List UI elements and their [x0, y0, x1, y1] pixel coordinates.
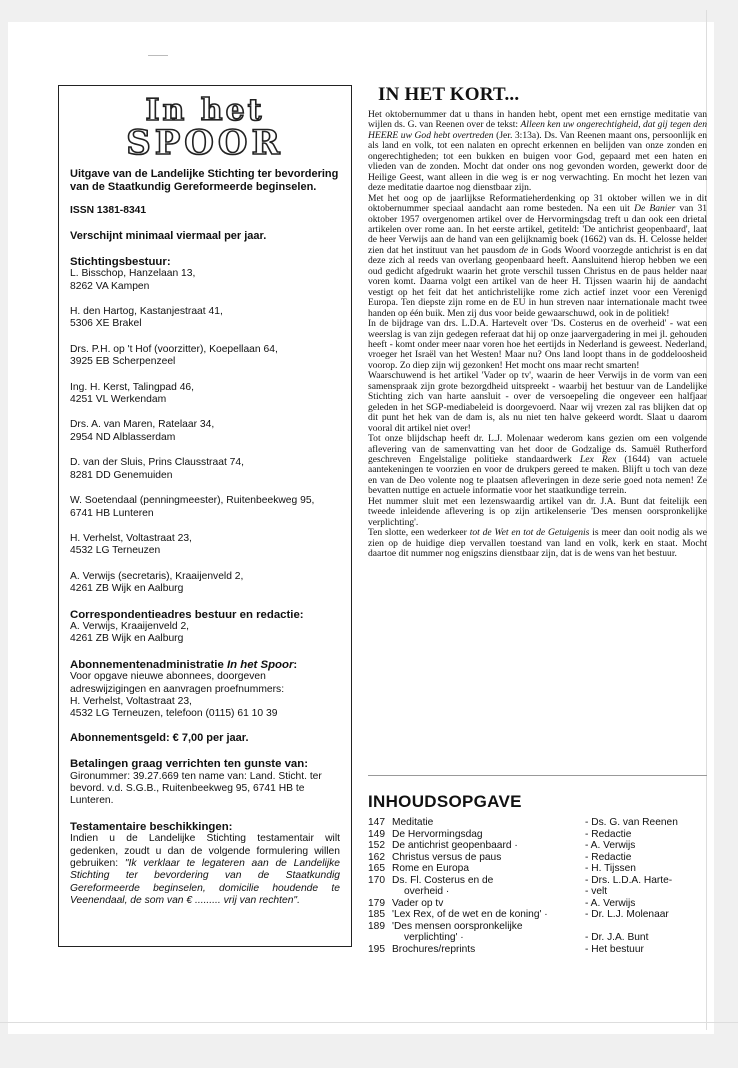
- subscription-heading: Abonnementenadministratie In het Spoor:: [70, 658, 298, 671]
- toc-row[interactable]: [368, 875, 708, 887]
- toc-author: - H. Tijssen: [585, 863, 705, 875]
- toc-row[interactable]: [368, 863, 708, 875]
- board-member-address: 3925 EB Scherpenzeel: [70, 356, 176, 368]
- frequency: Verschijnt minimaal viermaal per jaar.: [70, 230, 267, 243]
- toc-row[interactable]: [368, 898, 708, 910]
- board-member-name: H. Verhelst, Voltastraat 23,: [70, 532, 192, 544]
- toc-title: INHOUDSOPGAVE: [368, 792, 522, 811]
- board-list: [70, 268, 340, 595]
- toc-article-title: Brochures/reprints: [392, 943, 476, 955]
- toc-author: [585, 921, 705, 933]
- toc-row[interactable]: [368, 852, 708, 864]
- toc-row[interactable]: [368, 817, 708, 829]
- kort-paragraph: Tot onze blijdschap heeft dr. L.J. Molenaar wederom kans gezien om een volgende aflevering van de samenvatting van het door de Godzalige ds. Samuël Rutherford geschreven Engelstalige politieke standaardwerk Lex Rex (1644) van actuele aantekeningen te voorzien en voor de drukpers gereed te maken. Blijft u toch van deze en van de Deo volente nog te plaatsen afleveringen in deze serie goed nota nemen! Ze bevatten nuttige en actuele informatie voor het staatkundige terrein.: [368, 433, 707, 497]
- correspondence-heading: Correspondentieadres bestuur en redactie:: [70, 608, 304, 621]
- logo-line-2: SPOOR: [126, 123, 284, 158]
- correspondence-line: 4261 ZB Wijk en Aalburg: [70, 633, 184, 645]
- board-member-name: H. den Hartog, Kastanjestraat 41,: [70, 306, 223, 318]
- toc-row[interactable]: [368, 909, 708, 921]
- toc-page-number: 162: [368, 851, 385, 863]
- subscription-line: H. Verhelst, Voltastraat 23,: [70, 695, 192, 707]
- toc-article-title: Ds. Fl. Costerus en de: [392, 874, 494, 886]
- table-of-contents: [368, 817, 708, 955]
- subscription-line: 4532 LG Terneuzen, telefoon (0115) 61 10 39: [70, 708, 278, 720]
- board-heading: Stichtingsbestuur:: [70, 255, 171, 268]
- toc-author: - Dr. J.A. Bunt: [585, 932, 705, 944]
- top-mark: [148, 55, 168, 56]
- toc-page-number: 149: [368, 828, 385, 840]
- board-member-address: 4261 ZB Wijk en Aalburg: [70, 583, 184, 595]
- toc-article-title: 'Des mensen oorspronkelijke: [392, 920, 523, 932]
- kort-article: [368, 110, 707, 559]
- payment-text: Gironummer: 39.27.669 ten name van: Land. Sticht. ter bevord. v.d. S.G.B., Ruitenbeekweg 95, 6741 HB te Lunteren.: [70, 770, 322, 807]
- toc-article-title: Rome en Europa: [392, 863, 470, 874]
- issn: ISSN 1381-8341: [70, 205, 147, 216]
- board-member-name: A. Verwijs (secretaris), Kraaijenveld 2,: [70, 570, 244, 582]
- toc-author: - Redactie: [585, 829, 705, 841]
- correspondence: [70, 609, 340, 646]
- kort-paragraph: Ten slotte, een wederkeer tot de Wet en tot de Getuigenis is meer dan ooit nodig als we zien op de huidige diep vervallen toestand van land en volk, kerk en staat. Mocht daartoe dit nummer nog enigszins dienstbaar zijn, dat is de wens van het bestuur.: [368, 527, 708, 560]
- board-member: [70, 306, 340, 331]
- toc-article-title: 'Lex Rex, of de wet en de koning' ·: [392, 909, 548, 920]
- kort-title: IN HET KORT...: [378, 84, 520, 105]
- board-member: [70, 457, 340, 482]
- subscription-fee: Abonnementsgeld: € 7,00 per jaar.: [70, 731, 249, 744]
- kort-paragraph: Waarschuwend is het artikel 'Vader op tv', waarin de heer Verwijs in de vorm van een samenspraak zijn grote bezorgdheid uitspreekt - waarbij het bestuur van de Landelijke Stichting zich van harte aansluit - over de versoepeling die ongeveer een halfjaar geleden in het SGP-mediabeleid is doorgevoerd. Naar wij vrezen zal ras blijken dat op dit punt het hek van de dam is, als nu niet ten halve gekeerd wordt. Slaat u daarom vooral dit artikel niet over!: [368, 370, 707, 434]
- payment-heading: Betalingen graag verrichten ten gunste van:: [70, 758, 308, 771]
- board-member-address: 2954 ND Alblasserdam: [70, 431, 176, 443]
- toc-author: - A. Verwijs: [585, 898, 705, 910]
- toc-author: - velt: [585, 886, 705, 898]
- board-member-address: 4532 LG Terneuzen: [70, 545, 161, 557]
- board-member: [70, 495, 340, 520]
- board-member-address: 5306 XE Brakel: [70, 318, 142, 330]
- kort-paragraph: Met het oog op de jaarlijkse Reformatieherdenking op 31 oktober willen we in dit oktobernummer speciaal aandacht aan rome besteden. Na een uit De Banier van 31 oktober 1957 overgenomen artikel over de Hervormingsdag treft u dan ook een drietal artikelen over rome aan. In het eerste artikel, getiteld: 'De antichrist geopenbaard', laat de heer Verwijs aan de hand van een gelijknamig boek (1662) van ds. H. Celosse helder zien dat het instituut van het pausdom de in Gods Woord voorzegde antichrist is en dat deze zich al reeds van overlang geopenbaard heeft. Aansluitend hierop hebben we een oud gedicht afgedrukt waarin het grote verschil tussen Christus en de paus helder naar voren komt. Daarna volgt een artikel van de heer H. Tijssen waarin hij de aandacht vestigt op het feit dat het antichristelijke rome zich actief inzet voor een Verenigd Europa. Ten diepste zijn rome en de EU in hun streven naar internationale macht twee handen op één buik. Men zij dus voor beide gewaarschuwd, ook in de politiek!: [368, 192, 708, 319]
- board-member-name: Drs. A. van Maren, Ratelaar 34,: [70, 419, 215, 431]
- toc-article-title: verplichting' ·: [404, 932, 464, 943]
- toc-author: - Het bestuur: [585, 944, 705, 956]
- kort-paragraph: Het nummer sluit met een lezenswaardig artikel van dr. J.A. Bunt dat feitelijk een tweede inleidende aflevering is op zijn artikelenserie 'Des mensen oorspronkelijke verplichting'.: [368, 495, 707, 528]
- toc-row[interactable]: [368, 886, 708, 898]
- toc-page-number: 185: [368, 909, 385, 920]
- subscription-text: Voor opgave nieuwe abonnees, doorgeven adreswijzigingen en aanvragen proefnummers:: [70, 671, 285, 695]
- toc-page-number: 195: [368, 943, 385, 955]
- subscription: [70, 659, 340, 721]
- board-member-name: W. Soetendaal (penningmeester), Ruitenbeekweg 95,: [70, 495, 315, 507]
- testament-quote: "Ik verklaar te legateren aan de Landelijke Stichting ter bevordering van de Staatkundig Gereformeerde beginselen, domicilie houdende te Veenendaal, de som van € ......... vrij van rechten".: [70, 858, 340, 907]
- board-member-address: 8262 VA Kampen: [70, 280, 150, 292]
- board-member: [70, 419, 340, 444]
- board-section: [70, 256, 340, 596]
- board-member-name: D. van der Sluis, Prins Clausstraat 74,: [70, 457, 244, 469]
- testament-heading: Testamentaire beschikkingen:: [70, 820, 233, 833]
- toc-page-number: 147: [368, 817, 385, 828]
- page-bottom-edge: [0, 1022, 738, 1023]
- toc-page-number: 165: [368, 863, 385, 874]
- logo-line-1: In het: [145, 93, 265, 128]
- toc-author: - Dr. L.J. Molenaar: [585, 909, 705, 921]
- magazine-title: In het Spoor: [226, 658, 294, 671]
- toc-article-title: Meditatie: [392, 817, 434, 828]
- toc-article-title: De Hervormingsdag: [392, 828, 483, 840]
- toc-row[interactable]: [368, 921, 708, 933]
- board-member: [70, 382, 340, 407]
- toc-page-number: 170: [368, 874, 385, 886]
- kort-paragraph: Het oktobernummer dat u thans in handen hebt, opent met een ernstige meditatie van wijlen ds. G. van Reenen over de tekst: Alleen ken uw ongerechtigheid, dat gij tegen den HEERE uw God hebt overtreden (Jer. 3:13a). Ds. Van Reenen maant ons, persoonlijk en als land en volk, tot een nalaten en oprecht erkennen en belijden van onze zonden en ongerechtigheden; tot een bukken en buigen voor God, gepaard met een haten en vlieden van de zonden. Mocht dat onder ons nog gevonden worden, gewerkt door de Heilige Geest, want alleen in die weg is er nog verwachting. En mocht het lezen van deze meditatie daartoe nog dienstbaar zijn.: [368, 109, 707, 194]
- payment: [70, 758, 340, 808]
- in-het-spoor-logo: [100, 92, 310, 158]
- board-member: [70, 344, 340, 369]
- toc-page-number: [368, 932, 392, 944]
- board-member: [70, 533, 340, 558]
- board-member: [70, 268, 340, 293]
- board-member-name: Drs. P.H. op 't Hof (voorzitter), Koepellaan 64,: [70, 343, 278, 355]
- testament-text: Indien u de Landelijke Stichting testamentair wilt gedenken, zoudt u dan de volgende formulering willen gebruiken:: [70, 833, 340, 870]
- toc-author: - Ds. G. van Reenen: [585, 817, 705, 829]
- toc-page-number: 179: [368, 897, 385, 909]
- board-member-name: Ing. H. Kerst, Talingpad 46,: [70, 381, 195, 393]
- toc-author: - Drs. L.D.A. Harte-: [585, 875, 705, 887]
- section-divider: [368, 775, 707, 776]
- kort-paragraph: In de bijdrage van drs. L.D.A. Hartevelt over 'Ds. Costerus en de overheid' - wat een weerslag is van zijn gedegen referaat dat hij op onze jaarvergadering in mei jl. gehouden heeft - komt onder meer naar voren hoe het eertijds in Nederland is geweest. Nederland, vroeger het Israël van het Westen! Maar nu? Ons land loopt thans in de goddeloosheid voorop. Zo diep zijn wij gezonken! Het mocht ons maar recht smarten!: [368, 318, 707, 371]
- toc-row[interactable]: [368, 829, 708, 841]
- toc-article-title: overheid ·: [404, 886, 450, 897]
- toc-page-number: [368, 886, 392, 898]
- board-member-address: 4251 VL Werkendam: [70, 394, 167, 406]
- toc-article-title: De antichrist geopenbaard ·: [392, 840, 518, 851]
- toc-page-number: 152: [368, 840, 385, 851]
- toc-row[interactable]: [368, 932, 708, 944]
- toc-page-number: 189: [368, 920, 385, 932]
- toc-row[interactable]: [368, 840, 708, 852]
- toc-article-title: Christus versus de paus: [392, 851, 502, 863]
- correspondence-line: A. Verwijs, Kraaijenveld 2,: [70, 620, 190, 632]
- board-member-address: 8281 DD Genemuiden: [70, 469, 173, 481]
- board-member-name: L. Bisschop, Hanzelaan 13,: [70, 268, 196, 280]
- toc-article-title: Vader op tv: [392, 897, 444, 909]
- testament: [70, 821, 340, 908]
- colophon-box: [58, 85, 352, 947]
- toc-row[interactable]: [368, 944, 708, 956]
- toc-author: - Redactie: [585, 852, 705, 864]
- board-member: [70, 571, 340, 596]
- publisher-line: Uitgave van de Landelijke Stichting ter bevordering van de Staatkundig Gereformeerde beginselen.: [70, 168, 339, 193]
- board-member-address: 6741 HB Lunteren: [70, 507, 154, 519]
- toc-author: - A. Verwijs: [585, 840, 705, 852]
